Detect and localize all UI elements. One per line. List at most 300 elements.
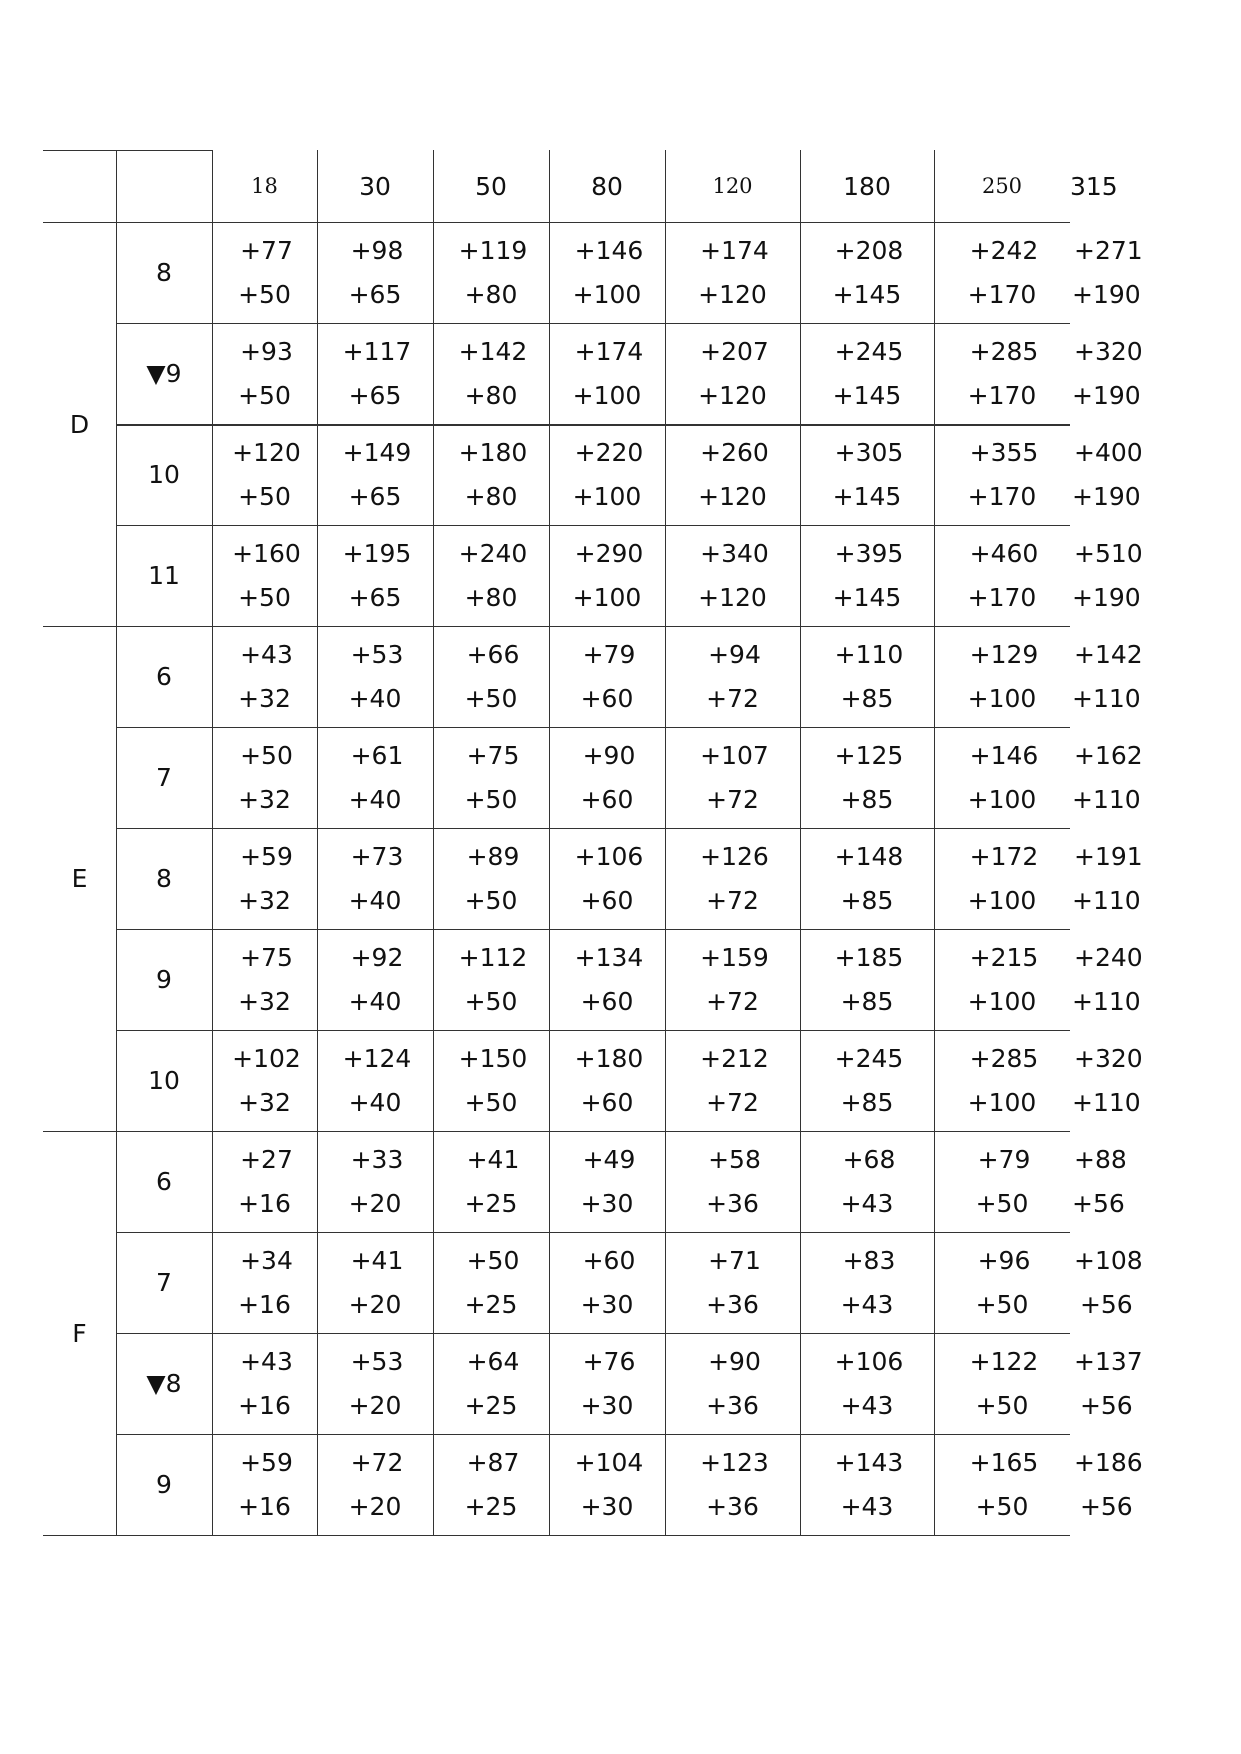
upper-deviation: +285: [969, 336, 1039, 366]
upper-deviation: +146: [574, 235, 644, 265]
deviation-cell: [433, 1030, 549, 1131]
lower-deviation: +80: [464, 481, 518, 511]
row-divider: [116, 1232, 1070, 1233]
deviation-cell: [934, 424, 1070, 525]
lower-deviation: +25: [464, 1390, 518, 1420]
row-divider: [116, 1030, 1070, 1031]
lower-deviation: +170: [967, 582, 1037, 612]
lower-deviation: +50: [238, 380, 291, 410]
deviation-cell: [1070, 1333, 1143, 1434]
lower-deviation: +85: [840, 885, 894, 915]
lower-deviation: +36: [706, 1491, 759, 1521]
upper-deviation: +149: [342, 437, 412, 467]
deviation-cell: [317, 323, 433, 424]
deviation-cell: [317, 1131, 433, 1232]
upper-deviation: +94: [708, 639, 761, 669]
lower-deviation: +110: [1072, 885, 1141, 915]
deviation-cell: [212, 525, 317, 626]
grade-label: 6: [156, 1167, 172, 1196]
upper-deviation: +72: [350, 1447, 404, 1477]
deviation-cell: [549, 727, 665, 828]
upper-deviation: +129: [969, 639, 1039, 669]
lower-deviation: +50: [238, 481, 291, 511]
deviation-cell: [433, 1232, 549, 1333]
lower-deviation: +72: [706, 986, 759, 1016]
lower-deviation: +120: [698, 582, 767, 612]
lower-deviation: +50: [238, 582, 291, 612]
deviation-cell: [317, 626, 433, 727]
deviation-cell: [212, 424, 317, 525]
deviation-cell: [934, 626, 1070, 727]
deviation-cell: [317, 727, 433, 828]
deviation-cell: [1070, 1232, 1143, 1333]
deviation-cell: [433, 1333, 549, 1434]
deviation-cell: [665, 828, 800, 929]
header-size-6: 250: [981, 174, 1023, 198]
deviation-cell: [800, 525, 934, 626]
deviation-cell: [800, 323, 934, 424]
deviation-cell: [212, 323, 317, 424]
upper-deviation: +320: [1074, 1043, 1143, 1073]
upper-deviation: +102: [232, 1043, 301, 1073]
deviation-cell: [800, 1131, 934, 1232]
lower-deviation: +80: [464, 279, 518, 309]
deviation-cell: [934, 727, 1070, 828]
deviation-cell: [1070, 626, 1143, 727]
lower-deviation: +120: [698, 380, 767, 410]
upper-deviation: +106: [574, 841, 644, 871]
deviation-cell: [665, 424, 800, 525]
deviation-cell: [665, 1434, 800, 1535]
grade-label: 7: [156, 1268, 172, 1297]
deviation-cell: [1070, 424, 1143, 525]
lower-deviation: +100: [967, 784, 1037, 814]
lower-deviation: +170: [967, 380, 1037, 410]
upper-deviation: +123: [700, 1447, 769, 1477]
deviation-cell: [665, 323, 800, 424]
lower-deviation: +40: [348, 1087, 402, 1117]
deviation-cell: [212, 1333, 317, 1434]
upper-deviation: +90: [708, 1346, 761, 1376]
upper-deviation: +207: [700, 336, 769, 366]
upper-deviation: +271: [1074, 235, 1143, 265]
deviation-cell: [1070, 828, 1143, 929]
upper-deviation: +96: [977, 1245, 1031, 1275]
deviation-cell: [549, 828, 665, 929]
upper-deviation: +186: [1074, 1447, 1143, 1477]
grade-label: 10: [148, 1066, 180, 1095]
deviation-cell: [665, 1232, 800, 1333]
lower-deviation: +32: [238, 885, 291, 915]
deviation-cell: [1070, 1030, 1143, 1131]
lower-deviation: +16: [238, 1491, 291, 1521]
deviation-cell: [212, 1232, 317, 1333]
upper-deviation: +320: [1074, 336, 1143, 366]
upper-deviation: +58: [708, 1144, 761, 1174]
upper-deviation: +59: [240, 841, 293, 871]
upper-deviation: +215: [969, 942, 1039, 972]
deviation-cell: [1070, 727, 1143, 828]
deviation-cell: [549, 222, 665, 323]
lower-deviation: +100: [967, 986, 1037, 1016]
lower-deviation: +32: [238, 683, 291, 713]
deviation-cell: [800, 1434, 934, 1535]
deviation-cell: [433, 626, 549, 727]
lower-deviation: +85: [840, 1087, 894, 1117]
upper-deviation: +43: [240, 639, 293, 669]
lower-deviation: +80: [464, 380, 518, 410]
upper-deviation: +61: [350, 740, 404, 770]
deviation-cell: [212, 1131, 317, 1232]
deviation-cell: [1070, 525, 1143, 626]
upper-deviation: +212: [700, 1043, 769, 1073]
upper-deviation: +66: [466, 639, 520, 669]
lower-deviation: +32: [238, 1087, 291, 1117]
deviation-cell: [665, 727, 800, 828]
lower-deviation: +100: [572, 481, 642, 511]
lower-deviation: +85: [840, 784, 894, 814]
deviation-cell: [665, 626, 800, 727]
column-divider: [934, 150, 935, 1535]
lower-deviation: +30: [580, 1289, 634, 1319]
lower-deviation: +65: [348, 380, 402, 410]
upper-deviation: +134: [574, 942, 644, 972]
lower-deviation: +170: [967, 279, 1037, 309]
upper-deviation: +33: [350, 1144, 404, 1174]
lower-deviation: +72: [706, 683, 759, 713]
grade-label: ▼8: [146, 1369, 182, 1398]
lower-deviation: +25: [464, 1188, 518, 1218]
deviation-cell: [1070, 1131, 1127, 1232]
upper-deviation: +395: [834, 538, 904, 568]
lower-deviation: +43: [840, 1390, 894, 1420]
row-divider: [116, 525, 1070, 526]
deviation-cell: [665, 1333, 800, 1434]
upper-deviation: +110: [834, 639, 904, 669]
upper-deviation: +49: [582, 1144, 636, 1174]
lower-deviation: +110: [1072, 683, 1141, 713]
lower-deviation: +60: [580, 683, 634, 713]
upper-deviation: +137: [1074, 1346, 1143, 1376]
row-divider: [43, 1131, 1070, 1132]
deviation-cell: [549, 323, 665, 424]
lower-deviation: +16: [238, 1390, 291, 1420]
row-divider: [43, 222, 1070, 223]
lower-deviation: +50: [238, 279, 291, 309]
upper-deviation: +89: [466, 841, 520, 871]
lower-deviation: +36: [706, 1390, 759, 1420]
upper-deviation: +400: [1074, 437, 1143, 467]
lower-deviation: +170: [967, 481, 1037, 511]
lower-deviation: +30: [580, 1188, 634, 1218]
upper-deviation: +119: [458, 235, 528, 265]
lower-deviation: +36: [706, 1188, 759, 1218]
group-letter: D: [69, 409, 90, 439]
deviation-cell: [212, 222, 317, 323]
lower-deviation: +25: [464, 1491, 518, 1521]
upper-deviation: +242: [969, 235, 1039, 265]
lower-deviation: +50: [464, 885, 518, 915]
upper-deviation: +146: [969, 740, 1039, 770]
upper-deviation: +117: [342, 336, 412, 366]
tolerance-table: [43, 150, 1203, 1548]
lower-deviation: +43: [840, 1188, 894, 1218]
deviation-cell: [212, 626, 317, 727]
upper-deviation: +142: [1074, 639, 1143, 669]
deviation-cell: [549, 1434, 665, 1535]
lower-deviation: +50: [464, 683, 518, 713]
lower-deviation: +100: [967, 683, 1037, 713]
upper-deviation: +68: [842, 1144, 896, 1174]
deviation-cell: [934, 929, 1070, 1030]
deviation-cell: [317, 929, 433, 1030]
upper-deviation: +174: [700, 235, 769, 265]
lower-deviation: +110: [1072, 784, 1141, 814]
upper-deviation: +245: [834, 336, 904, 366]
lower-deviation: +30: [580, 1390, 634, 1420]
lower-deviation: +110: [1072, 986, 1141, 1016]
lower-deviation: +56: [1072, 1188, 1125, 1218]
deviation-cell: [433, 1131, 549, 1232]
upper-deviation: +43: [240, 1346, 293, 1376]
lower-deviation: +100: [572, 279, 642, 309]
deviation-cell: [934, 1333, 1070, 1434]
deviation-cell: [934, 828, 1070, 929]
upper-deviation: +75: [240, 942, 293, 972]
grade-label: 6: [156, 662, 172, 691]
upper-deviation: +208: [834, 235, 904, 265]
upper-deviation: +106: [834, 1346, 904, 1376]
lower-deviation: +72: [706, 1087, 759, 1117]
upper-deviation: +34: [240, 1245, 293, 1275]
header-size-2: 50: [475, 171, 507, 201]
upper-deviation: +355: [969, 437, 1039, 467]
lower-deviation: +20: [348, 1390, 402, 1420]
deviation-cell: [433, 323, 549, 424]
grade-label: ▼9: [146, 359, 182, 388]
upper-deviation: +159: [700, 942, 769, 972]
row-divider: [116, 929, 1070, 930]
lower-deviation: +43: [840, 1289, 894, 1319]
deviation-cell: [800, 1030, 934, 1131]
upper-deviation: +88: [1074, 1144, 1127, 1174]
upper-deviation: +150: [458, 1043, 528, 1073]
header-size-7: 315: [1070, 171, 1118, 201]
upper-deviation: +126: [700, 841, 769, 871]
deviation-cell: [800, 727, 934, 828]
upper-deviation: +27: [240, 1144, 293, 1174]
lower-deviation: +56: [1079, 1390, 1133, 1420]
upper-deviation: +143: [834, 1447, 904, 1477]
lower-deviation: +190: [1072, 481, 1141, 511]
group-letter: E: [71, 864, 88, 893]
column-divider: [212, 150, 213, 1535]
lower-deviation: +100: [572, 582, 642, 612]
upper-deviation: +162: [1074, 740, 1143, 770]
lower-deviation: +60: [580, 784, 634, 814]
upper-deviation: +79: [582, 639, 636, 669]
deviation-cell: [317, 1030, 433, 1131]
deviation-cell: [433, 424, 549, 525]
header-size-5: 180: [843, 171, 891, 201]
upper-deviation: +180: [574, 1043, 644, 1073]
lower-deviation: +120: [698, 279, 767, 309]
lower-deviation: +100: [967, 885, 1037, 915]
upper-deviation: +240: [458, 538, 528, 568]
upper-deviation: +71: [708, 1245, 761, 1275]
lower-deviation: +190: [1072, 279, 1141, 309]
upper-deviation: +220: [574, 437, 644, 467]
row-divider: [116, 150, 212, 151]
upper-deviation: +107: [700, 740, 769, 770]
row-divider: [43, 1535, 1070, 1536]
deviation-cell: [549, 1131, 665, 1232]
upper-deviation: +59: [240, 1447, 293, 1477]
lower-deviation: +32: [238, 986, 291, 1016]
grade-label: 7: [156, 763, 172, 792]
row-divider: [43, 150, 116, 151]
lower-deviation: +16: [238, 1289, 291, 1319]
header-size-1: 30: [359, 171, 391, 201]
deviation-cell: [317, 424, 433, 525]
lower-deviation: +110: [1072, 1087, 1141, 1117]
upper-deviation: +53: [350, 639, 404, 669]
deviation-cell: [549, 424, 665, 525]
deviation-cell: [665, 222, 800, 323]
upper-deviation: +76: [582, 1346, 636, 1376]
grade-label: 11: [148, 561, 180, 590]
lower-deviation: +50: [975, 1289, 1029, 1319]
lower-deviation: +40: [348, 986, 402, 1016]
upper-deviation: +240: [1074, 942, 1143, 972]
upper-deviation: +142: [458, 336, 528, 366]
deviation-cell: [665, 1030, 800, 1131]
lower-deviation: +56: [1079, 1289, 1133, 1319]
grade-label: 9: [156, 965, 172, 994]
upper-deviation: +305: [834, 437, 904, 467]
upper-deviation: +124: [342, 1043, 412, 1073]
upper-deviation: +340: [700, 538, 769, 568]
upper-deviation: +180: [458, 437, 528, 467]
column-divider: [665, 150, 666, 1535]
deviation-cell: [1070, 929, 1143, 1030]
lower-deviation: +40: [348, 683, 402, 713]
lower-deviation: +30: [580, 1491, 634, 1521]
deviation-cell: [665, 525, 800, 626]
lower-deviation: +20: [348, 1289, 402, 1319]
deviation-cell: [1070, 1434, 1143, 1535]
lower-deviation: +65: [348, 279, 402, 309]
upper-deviation: +148: [834, 841, 904, 871]
grade-label: 8: [156, 864, 172, 893]
row-divider: [43, 626, 1070, 627]
lower-deviation: +100: [572, 380, 642, 410]
upper-deviation: +64: [466, 1346, 520, 1376]
upper-deviation: +191: [1074, 841, 1143, 871]
upper-deviation: +41: [466, 1144, 520, 1174]
upper-deviation: +77: [240, 235, 293, 265]
upper-deviation: +160: [232, 538, 301, 568]
row-divider: [116, 727, 1070, 728]
deviation-cell: [1070, 222, 1143, 323]
deviation-cell: [1070, 323, 1143, 424]
column-divider: [549, 150, 550, 1535]
deviation-cell: [934, 1131, 1070, 1232]
upper-deviation: +245: [834, 1043, 904, 1073]
lower-deviation: +80: [464, 582, 518, 612]
deviation-cell: [549, 626, 665, 727]
deviation-cell: [317, 525, 433, 626]
upper-deviation: +53: [350, 1346, 404, 1376]
deviation-cell: [549, 1333, 665, 1434]
upper-deviation: +60: [582, 1245, 636, 1275]
upper-deviation: +92: [350, 942, 404, 972]
deviation-cell: [433, 929, 549, 1030]
lower-deviation: +50: [975, 1188, 1029, 1218]
deviation-cell: [934, 222, 1070, 323]
deviation-cell: [934, 1434, 1070, 1535]
lower-deviation: +36: [706, 1289, 759, 1319]
upper-deviation: +73: [350, 841, 404, 871]
deviation-cell: [800, 929, 934, 1030]
deviation-cell: [433, 828, 549, 929]
upper-deviation: +460: [969, 538, 1039, 568]
deviation-cell: [934, 1232, 1070, 1333]
column-divider: [433, 150, 434, 1535]
row-divider: [116, 1333, 1070, 1334]
lower-deviation: +40: [348, 885, 402, 915]
deviation-cell: [433, 727, 549, 828]
upper-deviation: +50: [466, 1245, 520, 1275]
lower-deviation: +32: [238, 784, 291, 814]
deviation-cell: [934, 323, 1070, 424]
upper-deviation: +510: [1074, 538, 1143, 568]
lower-deviation: +56: [1079, 1491, 1133, 1521]
row-divider: [116, 424, 1070, 426]
lower-deviation: +85: [840, 986, 894, 1016]
lower-deviation: +60: [580, 885, 634, 915]
lower-deviation: +145: [832, 279, 902, 309]
lower-deviation: +72: [706, 885, 759, 915]
upper-deviation: +83: [842, 1245, 896, 1275]
upper-deviation: +90: [582, 740, 636, 770]
row-divider: [116, 1434, 1070, 1435]
lower-deviation: +145: [832, 380, 902, 410]
deviation-cell: [665, 929, 800, 1030]
lower-deviation: +72: [706, 784, 759, 814]
deviation-cell: [800, 1333, 934, 1434]
lower-deviation: +120: [698, 481, 767, 511]
lower-deviation: +50: [464, 1087, 518, 1117]
upper-deviation: +185: [834, 942, 904, 972]
deviation-cell: [549, 1030, 665, 1131]
deviation-cell: [317, 1333, 433, 1434]
upper-deviation: +285: [969, 1043, 1039, 1073]
lower-deviation: +190: [1072, 582, 1141, 612]
lower-deviation: +50: [464, 784, 518, 814]
upper-deviation: +87: [466, 1447, 520, 1477]
upper-deviation: +122: [969, 1346, 1039, 1376]
deviation-cell: [212, 1434, 317, 1535]
lower-deviation: +65: [348, 582, 402, 612]
column-divider: [317, 150, 318, 1535]
deviation-cell: [317, 1232, 433, 1333]
upper-deviation: +172: [969, 841, 1039, 871]
deviation-cell: [212, 929, 317, 1030]
deviation-cell: [549, 929, 665, 1030]
upper-deviation: +98: [350, 235, 404, 265]
deviation-cell: [800, 222, 934, 323]
